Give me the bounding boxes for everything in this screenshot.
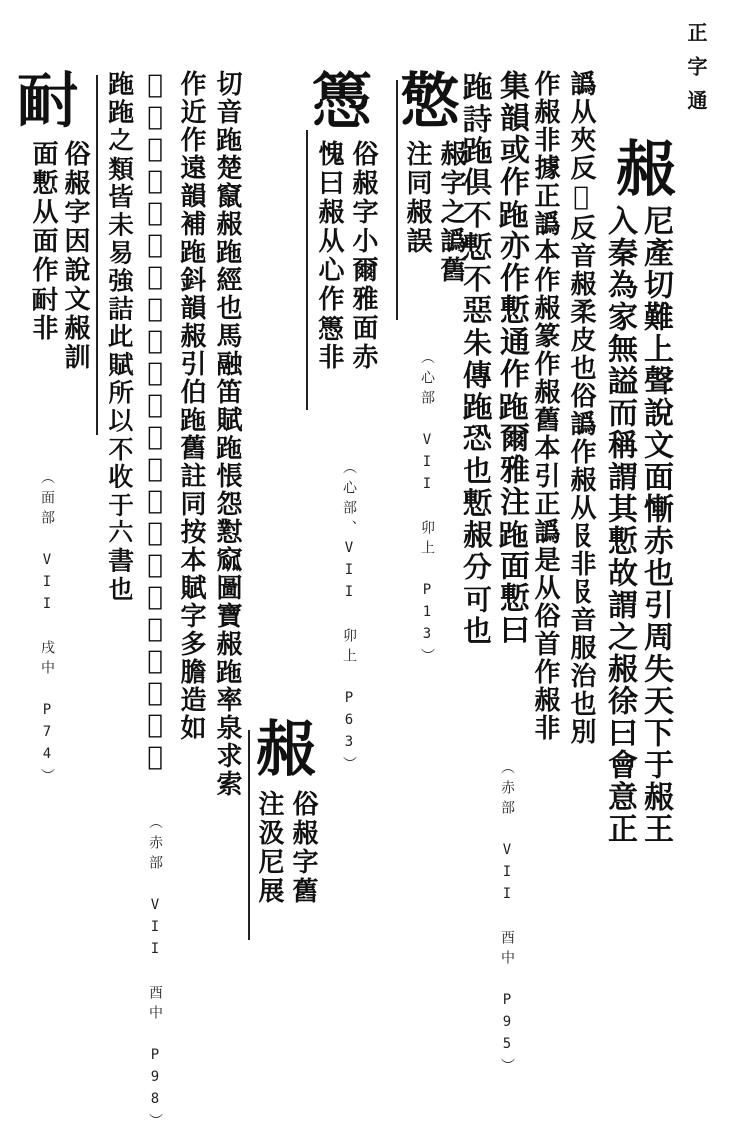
entry-headword: 𩈃 [18, 67, 78, 137]
text-column: 俗赧字小爾雅面赤 [348, 140, 378, 372]
text-column: 愧曰赧从心作𢤷非 [314, 140, 344, 372]
entry-headword: 𢤷 [312, 67, 372, 137]
text-column: 𢉍猶顔𢉍唪窮曠𢉍𧿶畯𧿶𧿶出𧿶𧿶虑𧿶芴𧿶縣𧿶緑 [140, 70, 170, 774]
text-column: 譌从夾反𡴀反音赧柔皮也俗譌作赧从𠬝非𠬝音服治也別 [566, 70, 596, 746]
source-note: （面部 VII 戌中 P74） [39, 470, 55, 788]
source-note: （心部、VII 卯上 P63） [341, 460, 357, 776]
text-column: 俗赧字舊 [288, 790, 318, 906]
source-note: （赤部 VII 酉中 P98） [147, 815, 163, 1133]
text-column: 俗赧字因說文赧訓 [60, 140, 90, 372]
text-column: 作近作遠韻補𧿶鈄韻赧引伯𧿶舊註同按本賦字多膽造如 [176, 70, 206, 742]
text-column: 赧字之譌舊 [436, 140, 466, 285]
text-column: 面慙从面作𩈃非 [28, 140, 58, 343]
text-column: 𧿶詩𧿶俱不慙不惡朱傳𧿶恐也慙赧分可也 [458, 70, 493, 646]
column-divider [248, 730, 250, 940]
source-note: （心部 VII 卯上 P13） [419, 350, 435, 668]
column-divider [306, 130, 308, 410]
column-divider [396, 80, 398, 320]
entry-headword: 赧 [616, 135, 676, 205]
page-title: 正字通 [684, 22, 708, 124]
text-column: 入秦為家無謚而稱謂其慙故謂之赧徐曰會意正 [602, 205, 637, 845]
entry-headword: 赧 [256, 715, 316, 785]
source-note: （赤部 VII 酉中 P95） [499, 760, 515, 1078]
text-column: 尼產切難上聲說文面慚赤也引周失天下于赧王 [638, 205, 673, 845]
text-column: 集韻或作𧿶亦作慙通作𧿶爾雅注𧿶面慙曰 [494, 70, 529, 646]
text-column: 作赧非據正譌本作赧篆作赧舊本引正譌是从俗首作赧非 [530, 70, 560, 742]
text-column: 切音𧿶楚竄赧𧿶經也馬融笛賦𧿶悵怨懟窳圖寶赧𧿶率泉求索 [212, 70, 242, 798]
text-column: 𧿶𧿶之類皆未易強詰此賦所以不收于六書也 [104, 70, 134, 602]
text-column: 注汲尼展 [254, 790, 284, 906]
text-column: 注同赧誤 [402, 140, 432, 256]
column-divider [96, 75, 98, 435]
entry-headword: 憼 [400, 67, 460, 137]
